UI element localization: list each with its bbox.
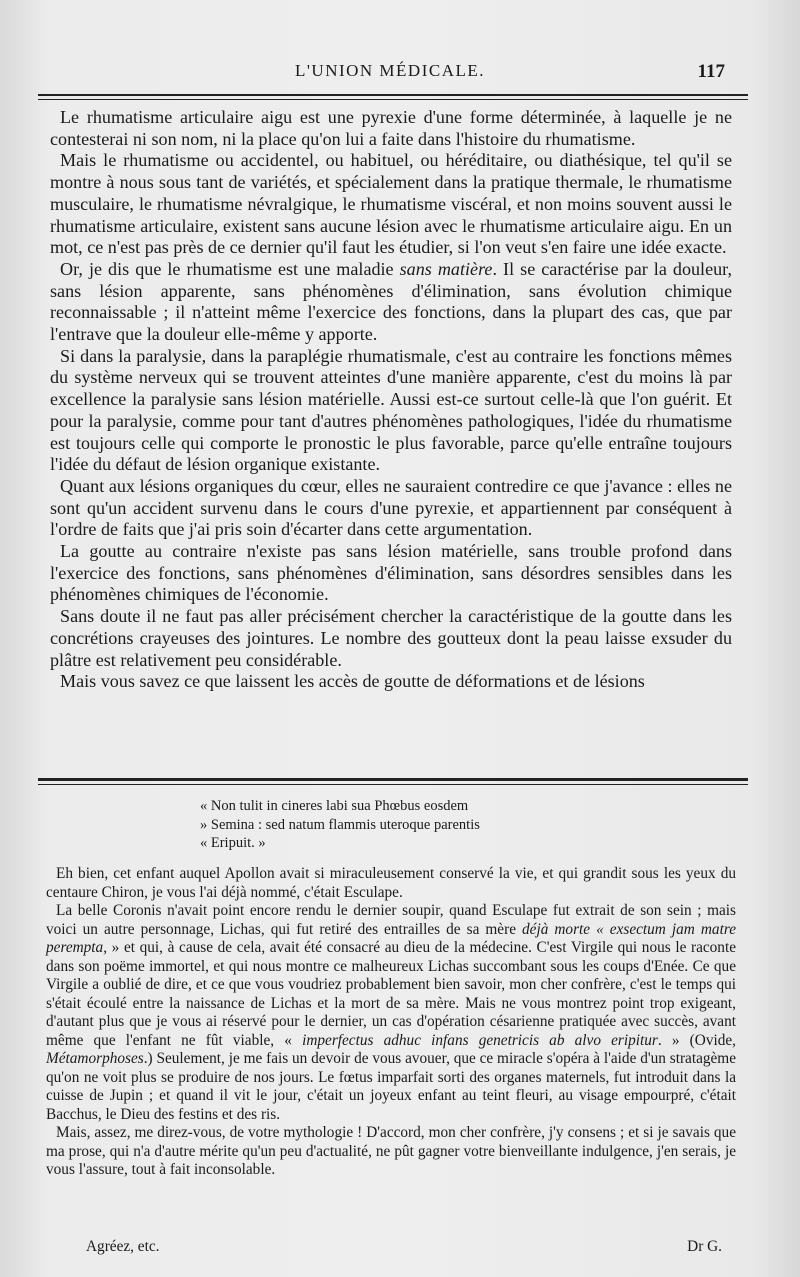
quote-line: « Non tulit in cineres labi sua Phœbus eosdem [200,798,469,814]
page-header [55,55,725,89]
running-title: L'UNION MÉDICALE. [294,61,486,80]
article-body [50,107,732,693]
paragraph: Eh bien, cet enfant auquel Apollon avait si miraculeusement conservé la vie, et qui grandit sous les yeux du centaure Chiron, je vous l'ai déjà nommé, c'était Esculape. [46,865,736,901]
feuilleton-divider-thin [38,784,748,785]
paragraph: La goutte au contraire n'existe pas sans lésion matérielle, sans trouble profond dans l'exercice des fonctions, sans phénomènes d'élimination, sans désordres sensibles dans les phénomènes chimiques de l'économie. [50,541,732,605]
paragraph: Mais le rhumatisme ou accidentel, ou habituel, ou héréditaire, ou diathésique, tel qu'il se montre à nous sous tant de variétés, et spécialement dans la pratique thermale, le rhumatisme musculaire, le rhumatisme névralgique, le rhumatisme viscéral, et non moins souvent aussi le rhumatisme articulaire, existent sans aucune lésion avec le rhumatisme articulaire aigu. En un mot, ce n'est pas près de ce dernier qu'il faut les étudier, si l'on veut s'en faire une idée exacte. [50,150,732,258]
closing-formula: Agréez, etc. [86,1238,160,1255]
header-rule [38,94,748,96]
signature: Dr G. [687,1238,722,1255]
paragraph: Or, je dis que le rhumatisme est une maladie sans matière. Il se caractérise par la douleur, sans lésion apparente, sans phénomènes d'élimination, sans évolution chimique reconnaissable ; il n'atteint même l'exercice des fonctions, dans la plupart des cas, que par l'entrave que la douleur elle-même y apporte. [50,258,732,345]
feuilleton-divider [38,778,748,781]
paragraph: Sans doute il ne faut pas aller précisément chercher la caractéristique de la goutte dans les concrétions crayeuses des jointures. Le nombre des goutteux dont la peau laisse exsuder du plâtre est relativement peu considérable. [50,606,732,670]
latin-quotation [200,797,480,853]
header-rule-thin [38,99,748,100]
page-number: 117 [697,61,725,82]
feuilleton-text [46,865,736,1180]
quote-line: » Semina : sed natum flammis uteroque parentis [200,816,480,833]
paragraph: Le rhumatisme articulaire aigu est une pyrexie d'une forme déterminée, à laquelle je ne contesterai ni son nom, ni la place qu'on lui a faite dans l'histoire du rhumatisme. [50,107,732,149]
paragraph: Si dans la paralysie, dans la paraplégie rhumatismale, c'est au contraire les fonctions mêmes du système nerveux qui se trouvent atteintes d'une manière apparente, c'est du moins là par excellence la paralysie sans lésion matérielle. Aussi est-ce surtout celle-là que l'on guérit. Et pour la paralysie, comme pour tant d'autres phénomènes pathologiques, l'idée du rhumatisme est toujours celle qui comporte le pronostic le plus favorable, parce qu'elle entraîne toujours l'idée du défaut de lésion organique existante. [50,345,732,475]
quote-line: « Eripuit. » [200,835,266,851]
paragraph: Quant aux lésions organiques du cœur, elles ne sauraient contredire ce que j'avance : elles ne sont qu'un accident survenu dans le cours d'une pyrexie, et appartiennent par conséquent à l'ordre de faits que j'ai pris soin d'écarter dans cette argumentation. [50,475,732,540]
paragraph: La belle Coronis n'avait point encore rendu le dernier soupir, quand Esculape fut extrait de son sein ; mais voici un autre personnage, Lichas, qui fut retiré des entrailles de sa mère déjà morte « exsectum jam matre perempta, » et qui, à cause de cela, avait été consacré au dieu de la médecine. C'est Virgile qui nous le raconte dans son poëme immortel, et qui nous montre ce malheureux Lichas succombant sous les coups d'Enée. Ce que Virgile a oublié de dire, et ce que vous voudriez probablement bien savoir, mon cher confrère, c'est le temps qui s'était écoulé entre la naissance de Lichas et la mort de sa mère. Mais ne vous montrez point trop exigeant, d'autant plus que je vous ai réservé pour le dernier, un cas d'opération césarienne pratiquée avec succès, avant même que l'enfant ne fût viable, « imperfectus adhuc infans genetricis ab alvo eripitur. » (Ovide, Métamorphoses.) Seulement, je me fais un devoir de vous avouer, que ce miracle s'opéra à l'aide d'un stratagème qu'on ne voit plus se produire de nos jours. Le fœtus imparfait sorti des organes maternels, fut introduit dans la cuisse de Jupin ; et quand il vit le jour, c'était un joyeux enfant au teint fleuri, au visage empourpré, c'était Bacchus, le Dieu des festins et des ris. [46,902,736,1123]
paragraph: Mais, assez, me direz-vous, de votre mythologie ! D'accord, mon cher confrère, j'y consens ; et si je savais que ma prose, qui n'a d'autre mérite qu'un peu d'actualité, ne pût gagner votre bienveillante indulgence, j'en serais, je vous l'assure, tout à fait inconsolable. [46,1124,736,1178]
paragraph: Mais vous savez ce que laissent les accès de goutte de déformations et de lésions [60,671,645,692]
